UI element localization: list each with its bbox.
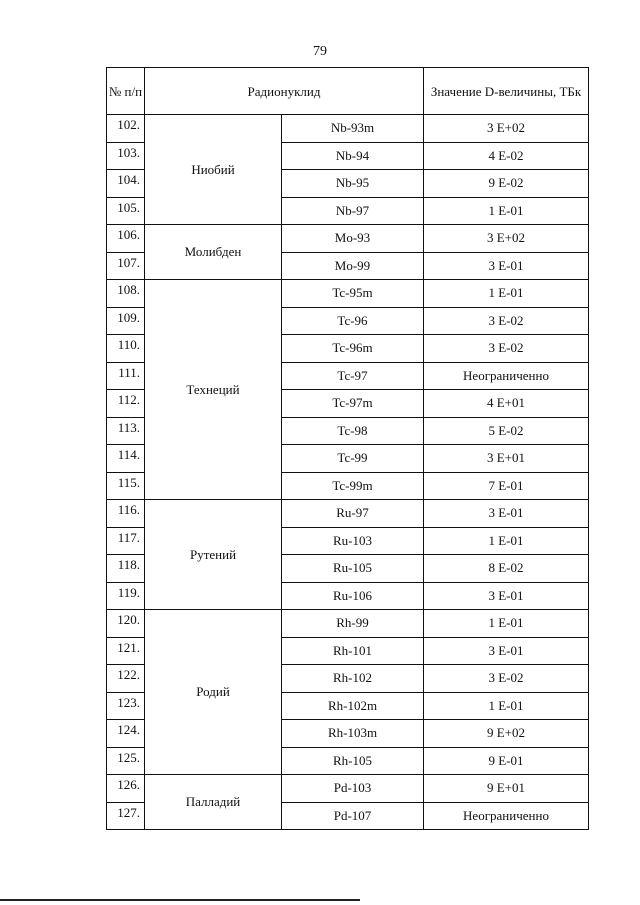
element-name: Родий <box>145 610 282 775</box>
nuclide-name: Ru-105 <box>282 555 424 583</box>
row-number: 110. <box>107 335 145 363</box>
nuclide-name: Tc-96 <box>282 307 424 335</box>
row-number: 103. <box>107 142 145 170</box>
row-number: 116. <box>107 500 145 528</box>
row-number: 125. <box>107 747 145 775</box>
row-number: 111. <box>107 362 145 390</box>
row-number: 108. <box>107 280 145 308</box>
nuclide-name: Rh-103m <box>282 720 424 748</box>
d-value: 7 E-01 <box>424 472 589 500</box>
row-number: 124. <box>107 720 145 748</box>
d-value: 3 E-02 <box>424 665 589 693</box>
row-number: 109. <box>107 307 145 335</box>
d-value: 1 E-01 <box>424 197 589 225</box>
nuclide-name: Nb-97 <box>282 197 424 225</box>
row-number: 126. <box>107 775 145 803</box>
d-value: 1 E-01 <box>424 692 589 720</box>
table-row <box>107 115 589 143</box>
row-number: 118. <box>107 555 145 583</box>
d-value: 3 E+02 <box>424 115 589 143</box>
d-value: 1 E-01 <box>424 527 589 555</box>
header-radionuclide: Радионуклид <box>145 68 424 115</box>
d-value: 4 E+01 <box>424 390 589 418</box>
table-row <box>107 225 589 253</box>
nuclide-name: Tc-97 <box>282 362 424 390</box>
row-number: 115. <box>107 472 145 500</box>
nuclide-name: Nb-95 <box>282 170 424 198</box>
nuclide-name: Rh-102 <box>282 665 424 693</box>
header-d-value: Значение D-величины, ТБк <box>424 68 589 115</box>
nuclide-name: Pd-107 <box>282 802 424 830</box>
d-value: 1 E-01 <box>424 610 589 638</box>
d-values-table <box>106 67 589 830</box>
row-number: 122. <box>107 665 145 693</box>
d-value: 3 E-02 <box>424 307 589 335</box>
page-number: 79 <box>313 44 327 59</box>
d-value: 9 E-02 <box>424 170 589 198</box>
d-value: 3 E+01 <box>424 445 589 473</box>
d-value: 3 E-01 <box>424 252 589 280</box>
d-value: 8 E-02 <box>424 555 589 583</box>
row-number: 113. <box>107 417 145 445</box>
nuclide-name: Ru-97 <box>282 500 424 528</box>
d-value: 1 E-01 <box>424 280 589 308</box>
table-row <box>107 280 589 308</box>
row-number: 107. <box>107 252 145 280</box>
nuclide-name: Nb-93m <box>282 115 424 143</box>
nuclide-name: Nb-94 <box>282 142 424 170</box>
d-value: 3 E-01 <box>424 637 589 665</box>
d-value: 3 E+02 <box>424 225 589 253</box>
nuclide-name: Pd-103 <box>282 775 424 803</box>
row-number: 104. <box>107 170 145 198</box>
d-value: 9 E-01 <box>424 747 589 775</box>
nuclide-name: Ru-103 <box>282 527 424 555</box>
nuclide-name: Mo-93 <box>282 225 424 253</box>
nuclide-name: Tc-99 <box>282 445 424 473</box>
row-number: 117. <box>107 527 145 555</box>
d-value: 5 E-02 <box>424 417 589 445</box>
d-value: 3 E-01 <box>424 500 589 528</box>
element-name: Технеций <box>145 280 282 500</box>
nuclide-name: Tc-97m <box>282 390 424 418</box>
d-value: 9 E+02 <box>424 720 589 748</box>
nuclide-name: Rh-99 <box>282 610 424 638</box>
row-number: 102. <box>107 115 145 143</box>
row-number: 119. <box>107 582 145 610</box>
row-number: 120. <box>107 610 145 638</box>
nuclide-name: Tc-98 <box>282 417 424 445</box>
d-value: 9 E+01 <box>424 775 589 803</box>
nuclide-name: Tc-96m <box>282 335 424 363</box>
table-row <box>107 775 589 803</box>
header-num: № п/п <box>107 68 145 115</box>
table-row <box>107 500 589 528</box>
row-number: 123. <box>107 692 145 720</box>
d-value: 3 E-02 <box>424 335 589 363</box>
row-number: 114. <box>107 445 145 473</box>
bottom-rule <box>0 899 360 901</box>
table-header-row <box>107 68 589 115</box>
row-number: 121. <box>107 637 145 665</box>
row-number: 127. <box>107 802 145 830</box>
table-body <box>107 115 589 830</box>
table-row <box>107 610 589 638</box>
row-number: 112. <box>107 390 145 418</box>
element-name: Палладий <box>145 775 282 830</box>
nuclide-name: Rh-105 <box>282 747 424 775</box>
d-value: Неограниченно <box>424 802 589 830</box>
d-value: Неограниченно <box>424 362 589 390</box>
row-number: 106. <box>107 225 145 253</box>
element-name: Ниобий <box>145 115 282 225</box>
nuclide-name: Rh-101 <box>282 637 424 665</box>
nuclide-name: Ru-106 <box>282 582 424 610</box>
nuclide-name: Tc-99m <box>282 472 424 500</box>
d-value: 3 E-01 <box>424 582 589 610</box>
element-name: Рутений <box>145 500 282 610</box>
d-value: 4 E-02 <box>424 142 589 170</box>
nuclide-name: Tc-95m <box>282 280 424 308</box>
row-number: 105. <box>107 197 145 225</box>
element-name: Молибден <box>145 225 282 280</box>
nuclide-name: Mo-99 <box>282 252 424 280</box>
nuclide-name: Rh-102m <box>282 692 424 720</box>
